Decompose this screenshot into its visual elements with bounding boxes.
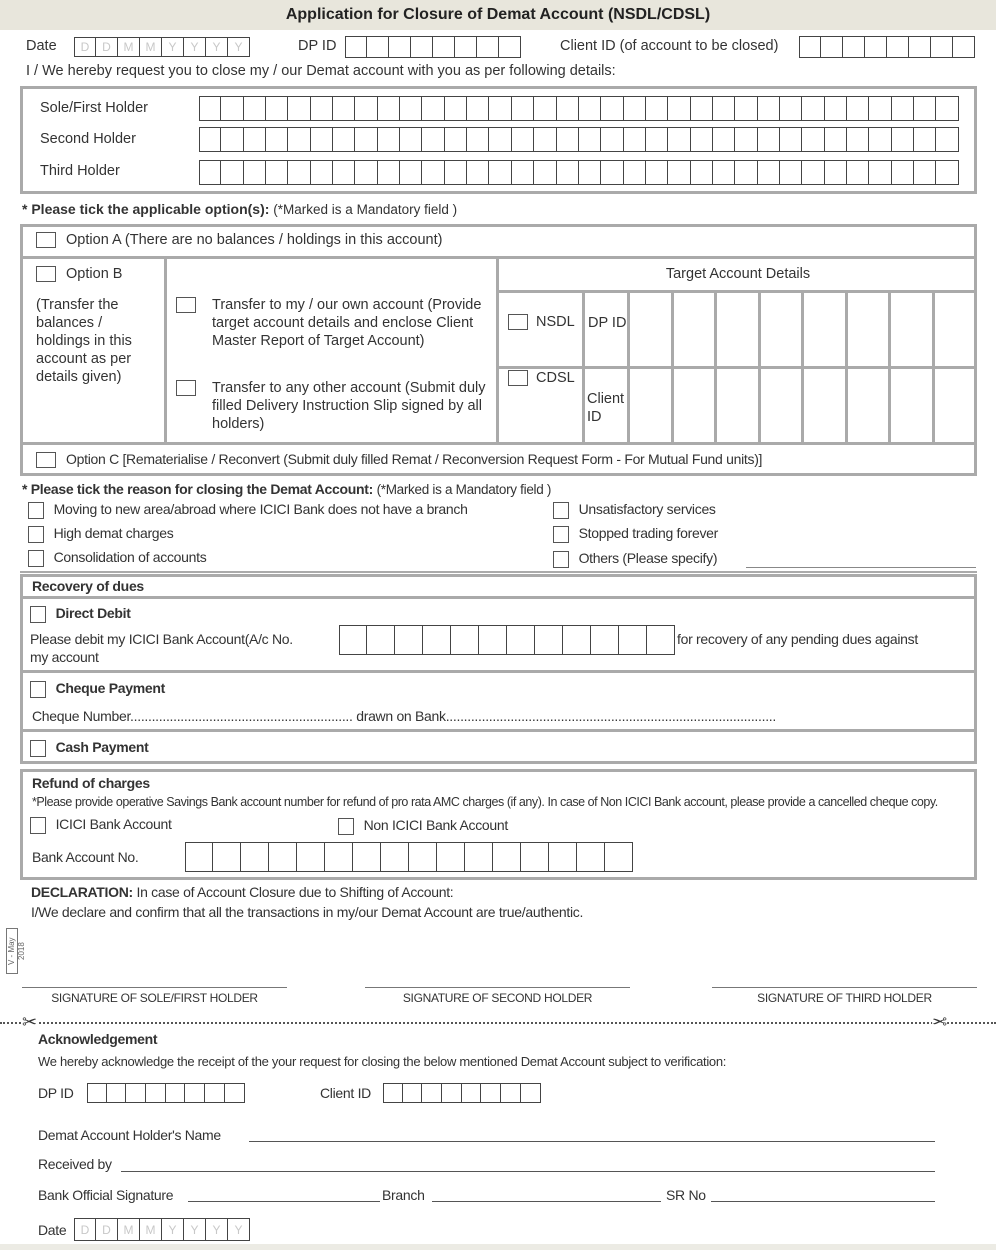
option-a-label: Option A (There are no balances / holdings in this account): [66, 232, 443, 248]
char-box[interactable]: [601, 127, 623, 152]
char-box[interactable]: M: [140, 37, 162, 57]
char-box[interactable]: [758, 160, 780, 185]
debit-text: Please debit my ICICI Bank Account(A/c No.: [30, 631, 293, 647]
char-box[interactable]: [395, 625, 423, 655]
char-box[interactable]: [462, 1083, 482, 1103]
dp-id-field[interactable]: [345, 36, 521, 58]
char-box[interactable]: Y: [206, 37, 228, 57]
cheque-number-field[interactable]: Cheque Number..............................................................: [32, 708, 353, 724]
ack-text: We hereby acknowledge the receipt of the your request for closing the below mentioned Demat Account subject to verification:: [38, 1054, 727, 1069]
char-box[interactable]: [931, 36, 953, 58]
received-by-label: Received by: [38, 1156, 112, 1172]
char-box[interactable]: [367, 625, 395, 655]
char-box[interactable]: M: [118, 37, 140, 57]
char-box[interactable]: [914, 160, 936, 185]
cut-line: [0, 1022, 996, 1024]
sr-no-field[interactable]: [711, 1201, 935, 1202]
reason-checkbox[interactable]: [28, 502, 44, 519]
reason-heading: * Please tick the reason for closing the Demat Account:: [22, 481, 373, 497]
char-box[interactable]: [713, 160, 735, 185]
char-box[interactable]: [311, 127, 333, 152]
date-field[interactable]: [74, 37, 250, 57]
char-box[interactable]: Y: [228, 37, 250, 57]
char-box[interactable]: [107, 1083, 127, 1103]
char-box[interactable]: [422, 1083, 442, 1103]
char-box[interactable]: [333, 127, 355, 152]
char-box[interactable]: [507, 625, 535, 655]
char-box[interactable]: [489, 96, 511, 121]
bank-signature-field[interactable]: [188, 1201, 380, 1202]
char-box[interactable]: Y: [184, 37, 206, 57]
recovery-title: Recovery of dues: [32, 578, 144, 594]
char-box[interactable]: D: [96, 37, 118, 57]
char-box[interactable]: [355, 96, 377, 121]
refund-note: *Please provide operative Savings Bank account number for refund of pro rata AMC charges (if any). In case of Non ICICI Bank account, please provide a cancelled cheque copy.: [32, 795, 938, 809]
char-box[interactable]: [601, 96, 623, 121]
char-box[interactable]: [512, 160, 534, 185]
ack-client-id-label: Client ID: [320, 1085, 371, 1101]
char-box[interactable]: [936, 160, 958, 185]
option-c-checkbox[interactable]: [36, 452, 56, 468]
char-box[interactable]: [953, 36, 975, 58]
direct-debit-checkbox[interactable]: [30, 606, 46, 623]
char-box[interactable]: [892, 96, 914, 121]
icici-account-label: ICICI Bank Account: [55, 816, 172, 832]
char-box[interactable]: [557, 96, 579, 121]
char-box[interactable]: [400, 160, 422, 185]
char-box[interactable]: [378, 127, 400, 152]
char-box[interactable]: [914, 96, 936, 121]
char-box[interactable]: Y: [162, 37, 184, 57]
other-account-label: Transfer to any other account (Submit duly filled Delivery Instruction Slip signed by all holders): [212, 380, 486, 432]
cdsl-checkbox[interactable]: [508, 370, 528, 386]
reason-checkbox[interactable]: [28, 526, 44, 543]
char-box[interactable]: [501, 1083, 521, 1103]
option-c-label: Option C [Rematerialise / Reconvert (Submit duly filled Remat / Reconversion Request Form - For Mutual Fund units)]: [66, 451, 763, 467]
char-box[interactable]: [221, 160, 243, 185]
signature-caption: SIGNATURE OF SECOND HOLDER: [402, 991, 593, 1005]
declaration-label: DECLARATION:: [31, 884, 133, 900]
char-box[interactable]: [288, 127, 310, 152]
date-label: Date: [26, 38, 57, 54]
char-box[interactable]: Y: [228, 1218, 250, 1241]
reason-label: Others (Please specify): [578, 550, 718, 566]
char-box[interactable]: [481, 1083, 501, 1103]
signature-line-third[interactable]: [712, 987, 977, 988]
char-box[interactable]: Y: [184, 1218, 206, 1241]
char-box[interactable]: [221, 127, 243, 152]
mandatory-note: (*Marked is a Mandatory field ): [273, 202, 458, 217]
char-box[interactable]: [591, 625, 619, 655]
char-box[interactable]: [400, 96, 422, 121]
char-box[interactable]: [213, 842, 241, 872]
char-box[interactable]: [199, 127, 221, 152]
own-account-label: Transfer to my / our own account (Provide target account details and enclose Client Master Report of Target Account): [212, 297, 482, 349]
char-box[interactable]: [266, 127, 288, 152]
char-box[interactable]: [780, 160, 802, 185]
char-box[interactable]: [244, 160, 266, 185]
version-tag: V - May 2018: [6, 928, 18, 974]
cash-payment-label: Cash Payment: [55, 739, 149, 755]
client-id-label: Client ID (of account to be closed): [560, 38, 779, 54]
char-box[interactable]: [400, 127, 422, 152]
char-box[interactable]: [735, 96, 757, 121]
char-box[interactable]: [936, 96, 958, 121]
icici-account-checkbox[interactable]: [30, 817, 46, 834]
reason-label: Stopped trading forever: [578, 525, 719, 541]
option-b-label: Option B: [66, 266, 123, 282]
reason-label: High demat charges: [53, 525, 174, 541]
char-box[interactable]: [802, 160, 824, 185]
branch-field[interactable]: [432, 1201, 661, 1202]
char-box[interactable]: [647, 625, 675, 655]
char-box[interactable]: [624, 96, 646, 121]
char-box[interactable]: [311, 96, 333, 121]
char-box[interactable]: [691, 127, 713, 152]
char-box[interactable]: [477, 36, 499, 58]
char-box[interactable]: [668, 127, 690, 152]
target-account-header: Target Account Details: [665, 266, 811, 282]
reason-checkbox[interactable]: [553, 502, 569, 519]
char-box[interactable]: [339, 625, 367, 655]
non-icici-account-label: Non ICICI Bank Account: [363, 817, 508, 833]
char-box[interactable]: [489, 160, 511, 185]
holder-label: Sole/First Holder: [40, 100, 148, 116]
char-box[interactable]: [269, 842, 297, 872]
char-box[interactable]: [442, 1083, 462, 1103]
char-box[interactable]: [241, 842, 269, 872]
form-title: Application for Closure of Demat Account (NSDL/CDSL): [0, 0, 996, 30]
char-box[interactable]: [467, 96, 489, 121]
scissors-icon: ✂: [22, 1012, 38, 1032]
branch-label: Branch: [382, 1187, 425, 1203]
debit-text: my account: [30, 649, 99, 665]
char-box[interactable]: [825, 160, 847, 185]
char-box[interactable]: [758, 96, 780, 121]
char-box[interactable]: [288, 96, 310, 121]
char-box[interactable]: Y: [206, 1218, 228, 1241]
char-box[interactable]: [345, 36, 367, 58]
holder-label: Third Holder: [40, 163, 120, 179]
char-box[interactable]: [445, 96, 467, 121]
char-box[interactable]: [865, 36, 887, 58]
options-heading: * Please tick the applicable option(s):: [22, 201, 270, 217]
char-box[interactable]: [534, 127, 556, 152]
char-box[interactable]: [601, 160, 623, 185]
refund-title: Refund of charges: [32, 775, 150, 791]
char-box[interactable]: [451, 625, 479, 655]
first-holder-name-field[interactable]: [199, 96, 959, 121]
char-box[interactable]: [579, 127, 601, 152]
char-box[interactable]: [869, 127, 891, 152]
char-box[interactable]: [534, 96, 556, 121]
char-box[interactable]: [126, 1083, 146, 1103]
reason-label: Unsatisfactory services: [578, 501, 716, 517]
char-box[interactable]: [735, 127, 757, 152]
nsdl-checkbox[interactable]: [508, 314, 528, 330]
char-box[interactable]: [455, 36, 477, 58]
char-box[interactable]: [549, 842, 577, 872]
char-box[interactable]: [378, 96, 400, 121]
reason-label: Consolidation of accounts: [53, 549, 207, 565]
char-box[interactable]: [465, 842, 493, 872]
holder-name-field[interactable]: [249, 1141, 935, 1142]
char-box[interactable]: [821, 36, 843, 58]
reason-checkbox[interactable]: [553, 526, 569, 543]
char-box[interactable]: [780, 127, 802, 152]
char-box[interactable]: [244, 127, 266, 152]
ack-date-label: Date: [38, 1222, 67, 1238]
other-account-checkbox[interactable]: [176, 380, 196, 396]
ack-dp-id-field[interactable]: [87, 1083, 245, 1103]
char-box[interactable]: [422, 127, 444, 152]
signature-line-first[interactable]: [22, 987, 287, 988]
char-box[interactable]: D: [74, 1218, 96, 1241]
client-id-field[interactable]: [799, 36, 975, 58]
drawn-on-bank-field[interactable]: drawn on Bank............................................................................................: [356, 708, 776, 724]
char-box[interactable]: [403, 1083, 423, 1103]
char-box[interactable]: D: [96, 1218, 118, 1241]
char-box[interactable]: [433, 36, 455, 58]
nsdl-label: NSDL: [536, 314, 575, 330]
option-b-checkbox[interactable]: [36, 266, 56, 282]
ack-date-field[interactable]: [74, 1218, 250, 1241]
bank-account-field[interactable]: [185, 842, 633, 872]
char-box[interactable]: [691, 160, 713, 185]
char-box[interactable]: [713, 127, 735, 152]
char-box[interactable]: [445, 160, 467, 185]
signature-caption: SIGNATURE OF SOLE/FIRST HOLDER: [51, 991, 258, 1005]
others-specify-field[interactable]: [746, 567, 976, 568]
char-box[interactable]: M: [140, 1218, 162, 1241]
recovery-section: [20, 574, 977, 764]
char-box[interactable]: [579, 160, 601, 185]
char-box[interactable]: [713, 96, 735, 121]
char-box[interactable]: [146, 1083, 166, 1103]
char-box[interactable]: [333, 96, 355, 121]
char-box[interactable]: [205, 1083, 225, 1103]
char-box[interactable]: [221, 96, 243, 121]
char-box[interactable]: [422, 96, 444, 121]
char-box[interactable]: [479, 625, 507, 655]
cheque-payment-checkbox[interactable]: [30, 681, 46, 698]
char-box[interactable]: [355, 127, 377, 152]
holder-name-label: Demat Account Holder's Name: [38, 1127, 221, 1143]
mandatory-note: (*Marked is a Mandatory field ): [376, 482, 552, 497]
char-box[interactable]: [605, 842, 633, 872]
char-box[interactable]: [563, 625, 591, 655]
char-box[interactable]: [185, 842, 213, 872]
char-box[interactable]: [892, 127, 914, 152]
char-box[interactable]: [825, 127, 847, 152]
char-box[interactable]: [87, 1083, 107, 1103]
sr-no-label: SR No: [666, 1187, 706, 1203]
char-box[interactable]: [411, 36, 433, 58]
char-box[interactable]: [244, 96, 266, 121]
cheque-payment-label: Cheque Payment: [55, 680, 165, 696]
reason-checkbox[interactable]: [28, 550, 44, 567]
char-box[interactable]: [409, 842, 437, 872]
bank-signature-label: Bank Official Signature: [38, 1187, 174, 1203]
char-box[interactable]: [780, 96, 802, 121]
char-box[interactable]: [423, 625, 451, 655]
char-box[interactable]: [646, 160, 668, 185]
char-box[interactable]: [802, 127, 824, 152]
char-box[interactable]: [758, 127, 780, 152]
char-box[interactable]: [521, 1083, 541, 1103]
char-box[interactable]: [909, 36, 931, 58]
reason-label: Moving to new area/abroad where ICICI Bank does not have a branch: [53, 501, 468, 517]
char-box[interactable]: [353, 842, 381, 872]
char-box[interactable]: [535, 625, 563, 655]
char-box[interactable]: [869, 96, 891, 121]
char-box[interactable]: [843, 36, 865, 58]
char-box[interactable]: [624, 127, 646, 152]
char-box[interactable]: [619, 625, 647, 655]
char-box[interactable]: [467, 127, 489, 152]
char-box[interactable]: [311, 160, 333, 185]
char-box[interactable]: [367, 36, 389, 58]
own-account-checkbox[interactable]: [176, 297, 196, 313]
char-box[interactable]: [199, 160, 221, 185]
char-box[interactable]: [914, 127, 936, 152]
char-box[interactable]: [691, 96, 713, 121]
char-box[interactable]: [512, 96, 534, 121]
char-box[interactable]: [825, 96, 847, 121]
second-holder-name-field[interactable]: [199, 127, 959, 152]
char-box[interactable]: [499, 36, 521, 58]
char-box[interactable]: [735, 160, 757, 185]
char-box[interactable]: [521, 842, 549, 872]
char-box[interactable]: [557, 127, 579, 152]
ack-dp-id-label: DP ID: [38, 1085, 74, 1101]
bank-account-label: Bank Account No.: [32, 849, 139, 865]
char-box[interactable]: [624, 160, 646, 185]
char-box[interactable]: [378, 160, 400, 185]
char-box[interactable]: [422, 160, 444, 185]
char-box[interactable]: [646, 127, 668, 152]
char-box[interactable]: [266, 96, 288, 121]
char-box[interactable]: [288, 160, 310, 185]
char-box[interactable]: [266, 160, 288, 185]
received-by-field[interactable]: [121, 1171, 935, 1172]
char-box[interactable]: [887, 36, 909, 58]
char-box[interactable]: [325, 842, 353, 872]
target-client-id-label: Client ID: [587, 391, 625, 425]
debit-account-field[interactable]: [339, 625, 675, 655]
char-box[interactable]: [799, 36, 821, 58]
ack-title: Acknowledgement: [38, 1031, 158, 1047]
char-box[interactable]: [534, 160, 556, 185]
option-b-description: (Transfer the balances / holdings in this account as per details given): [36, 297, 132, 385]
option-a-checkbox[interactable]: [36, 232, 56, 248]
char-box[interactable]: [847, 160, 869, 185]
cash-payment-checkbox[interactable]: [30, 740, 46, 757]
char-box[interactable]: [297, 842, 325, 872]
char-box[interactable]: [847, 127, 869, 152]
holder-label: Second Holder: [40, 131, 136, 147]
char-box[interactable]: [166, 1083, 186, 1103]
char-box[interactable]: [383, 1083, 403, 1103]
char-box[interactable]: [489, 127, 511, 152]
char-box[interactable]: [802, 96, 824, 121]
target-dp-id-label: DP ID: [588, 315, 627, 331]
char-box[interactable]: [467, 160, 489, 185]
char-box[interactable]: [847, 96, 869, 121]
scissors-icon: ✂: [932, 1012, 948, 1032]
ack-client-id-field[interactable]: [383, 1083, 541, 1103]
char-box[interactable]: [668, 96, 690, 121]
signature-line-second[interactable]: [365, 987, 630, 988]
dp-id-label: DP ID: [298, 38, 337, 54]
third-holder-name-field[interactable]: [199, 160, 959, 185]
char-box[interactable]: [493, 842, 521, 872]
char-box[interactable]: [445, 127, 467, 152]
char-box[interactable]: Y: [162, 1218, 184, 1241]
char-box[interactable]: [936, 127, 958, 152]
char-box[interactable]: [389, 36, 411, 58]
declaration-text: I/We declare and confirm that all the transactions in my/our Demat Account are true/authentic.: [31, 904, 584, 920]
char-box[interactable]: [577, 842, 605, 872]
non-icici-account-checkbox[interactable]: [338, 818, 354, 835]
char-box[interactable]: [668, 160, 690, 185]
char-box[interactable]: [355, 160, 377, 185]
char-box[interactable]: D: [74, 37, 96, 57]
char-box[interactable]: [557, 160, 579, 185]
reason-checkbox[interactable]: [553, 551, 569, 568]
cdsl-label: CDSL: [536, 370, 575, 386]
request-text: I / We hereby request you to close my / our Demat account with you as per following details:: [26, 63, 616, 79]
char-box[interactable]: [381, 842, 409, 872]
declaration-text: In case of Account Closure due to Shifting of Account:: [136, 884, 454, 900]
char-box[interactable]: [892, 160, 914, 185]
char-box[interactable]: [512, 127, 534, 152]
char-box[interactable]: [333, 160, 355, 185]
char-box[interactable]: [437, 842, 465, 872]
signature-caption: SIGNATURE OF THIRD HOLDER: [757, 991, 932, 1005]
char-box[interactable]: [646, 96, 668, 121]
char-box[interactable]: [225, 1083, 245, 1103]
char-box[interactable]: [199, 96, 221, 121]
char-box[interactable]: [579, 96, 601, 121]
char-box[interactable]: [869, 160, 891, 185]
char-box[interactable]: M: [118, 1218, 140, 1241]
debit-text: for recovery of any pending dues against: [677, 631, 918, 647]
char-box[interactable]: [185, 1083, 205, 1103]
direct-debit-label: Direct Debit: [55, 605, 131, 621]
